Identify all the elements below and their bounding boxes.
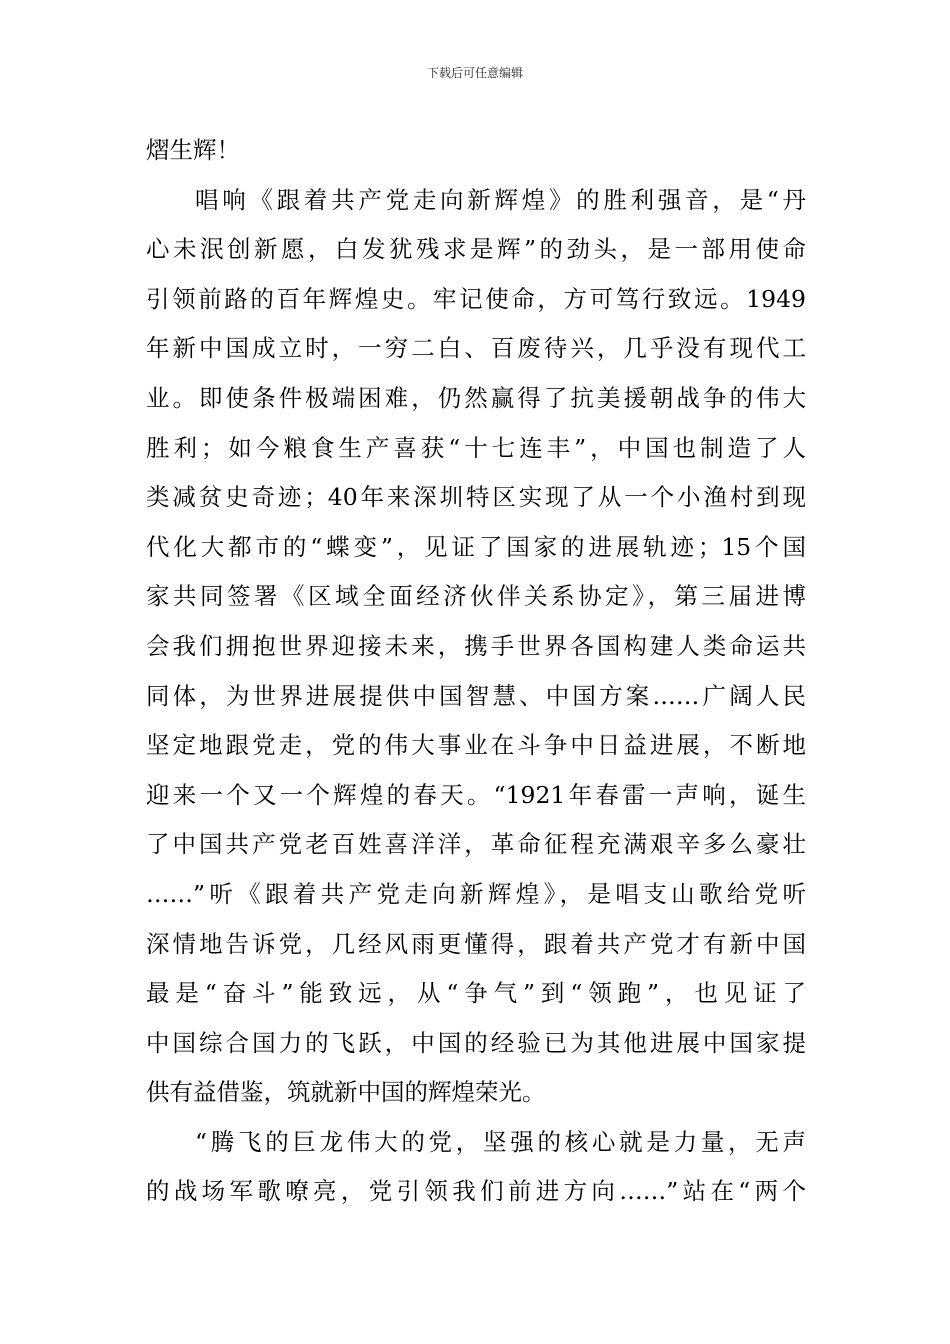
text-line: 熠生辉！ (146, 136, 240, 164)
text-line: 代化大都市的“蝶变”，见证了国家的进展轨迹；15个国 (146, 532, 806, 561)
text-line: 同体，为世界进展提供中国智慧、中国方案……广阔人民 (146, 681, 806, 710)
text-line: 业。即使条件极端困难，仍然赢得了抗美援朝战争的伟大 (146, 383, 806, 412)
text-line: 迎来一个又一个辉煌的春天。“1921年春雷一声响，诞生 (146, 780, 806, 809)
text-line: 家共同签署《区域全面经济伙伴关系协定》，第三届进博 (146, 582, 806, 611)
text-line: 类减贫史奇迹；40年来深圳特区实现了从一个小渔村到现 (146, 483, 806, 512)
text-line: 胜利；如今粮食生产喜获“十七连丰”，中国也制造了人 (146, 433, 806, 462)
text-line: 的战场军歌嘹亮，党引领我们前进方向……”站在“两个 (146, 1177, 806, 1206)
text-line: 心未泯创新愿，白发犹残求是辉”的劲头，是一部用使命 (146, 235, 806, 264)
body-text (146, 126, 806, 1217)
text-line: 唱响《跟着共产党走向新辉煌》的胜利强音，是“丹 (195, 185, 806, 214)
text-line: 最是“奋斗”能致远，从“争气”到“领跑”，也见证了 (146, 979, 806, 1008)
text-line: 会我们拥抱世界迎接未来，携手世界各国构建人类命运共 (146, 631, 806, 660)
text-line: 引领前路的百年辉煌史。牢记使命，方可笃行致远。1949 (146, 284, 806, 313)
text-line: “腾飞的巨龙伟大的党，坚强的核心就是力量，无声 (195, 1127, 806, 1156)
text-line: ……”听《跟着共产党走向新辉煌》，是唱支山歌给党听 (146, 879, 806, 908)
page-header: 下载后可任意编辑 (426, 66, 523, 80)
text-line: 深情地告诉党，几经风雨更懂得，跟着共产党才有新中国 (146, 929, 806, 958)
text-line: 了中国共产党老百姓喜洋洋，革命征程充满艰辛多么豪壮 (146, 830, 806, 859)
text-line: 年新中国成立时，一穷二白、百废待兴，几乎没有现代工 (146, 334, 806, 363)
text-line: 坚定地跟党走，党的伟大事业在斗争中日益进展，不断地 (146, 731, 806, 760)
text-line: 供有益借鉴，筑就新中国的辉煌荣光。 (146, 1078, 546, 1107)
text-line: 中国综合国力的飞跃，中国的经验已为其他进展中国家提 (146, 1028, 806, 1057)
